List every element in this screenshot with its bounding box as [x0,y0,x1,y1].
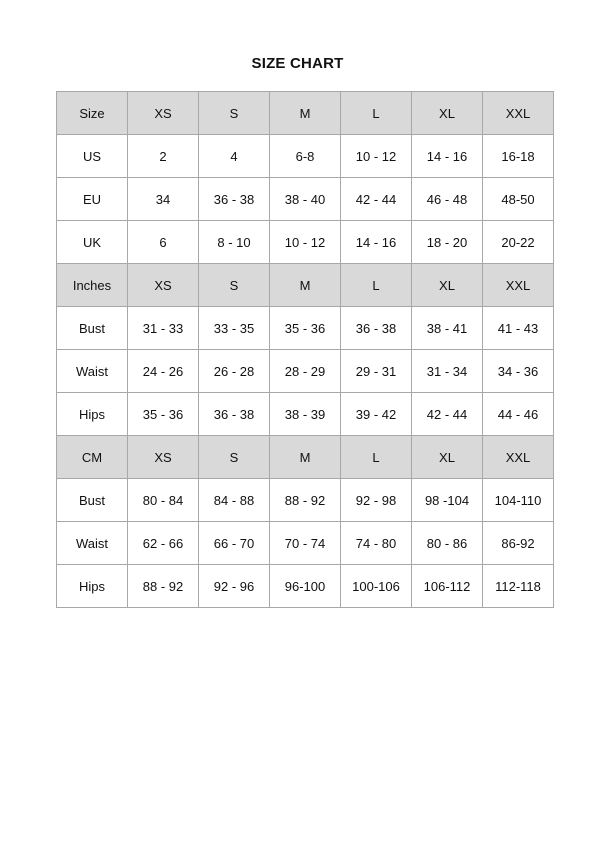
table-cell: 80 - 86 [412,522,483,565]
table-row [57,307,554,350]
header-cell: XXL [483,264,554,307]
table-row [57,522,554,565]
header-cell: M [270,264,341,307]
header-cell: XL [412,92,483,135]
table-header-row [57,92,554,135]
row-label-cell: Bust [57,307,128,350]
table-cell: 88 - 92 [128,565,199,608]
table-cell: 38 - 39 [270,393,341,436]
table-cell: 14 - 16 [412,135,483,178]
table-cell: 6-8 [270,135,341,178]
table-cell: 42 - 44 [412,393,483,436]
table-cell: 33 - 35 [199,307,270,350]
table-cell: 20-22 [483,221,554,264]
header-cell: XS [128,92,199,135]
table-cell: 112-118 [483,565,554,608]
header-cell: L [341,264,412,307]
table-row [57,178,554,221]
table-cell: 36 - 38 [199,178,270,221]
header-cell: XL [412,264,483,307]
table-cell: 100-106 [341,565,412,608]
table-cell: 26 - 28 [199,350,270,393]
table-cell: 36 - 38 [199,393,270,436]
table-cell: 106-112 [412,565,483,608]
table-cell: 88 - 92 [270,479,341,522]
table-cell: 74 - 80 [341,522,412,565]
table-cell: 46 - 48 [412,178,483,221]
header-cell: S [199,264,270,307]
table-cell: 66 - 70 [199,522,270,565]
header-cell: XS [128,436,199,479]
header-cell: CM [57,436,128,479]
table-cell: 16-18 [483,135,554,178]
header-cell: L [341,436,412,479]
header-cell: S [199,436,270,479]
table-cell: 28 - 29 [270,350,341,393]
table-row [57,479,554,522]
table-row [57,221,554,264]
table-cell: 8 - 10 [199,221,270,264]
table-row [57,350,554,393]
table-cell: 36 - 38 [341,307,412,350]
row-label-cell: Hips [57,393,128,436]
table-cell: 62 - 66 [128,522,199,565]
table-cell: 98 -104 [412,479,483,522]
table-cell: 31 - 33 [128,307,199,350]
header-cell: Size [57,92,128,135]
table-cell: 34 - 36 [483,350,554,393]
table-row [57,565,554,608]
table-cell: 104-110 [483,479,554,522]
page-title: SIZE CHART [251,55,344,72]
table-cell: 31 - 34 [412,350,483,393]
table-cell: 39 - 42 [341,393,412,436]
table-cell: 41 - 43 [483,307,554,350]
header-cell: M [270,92,341,135]
table-row [57,135,554,178]
table-cell: 35 - 36 [270,307,341,350]
header-cell: S [199,92,270,135]
table-header-row [57,436,554,479]
table-header-row [57,264,554,307]
table-cell: 92 - 98 [341,479,412,522]
row-label-cell: Bust [57,479,128,522]
table-cell: 38 - 40 [270,178,341,221]
table-cell: 14 - 16 [341,221,412,264]
table-cell: 84 - 88 [199,479,270,522]
table-cell: 10 - 12 [341,135,412,178]
size-chart-table [56,91,554,608]
header-cell: XS [128,264,199,307]
table-cell: 29 - 31 [341,350,412,393]
table-cell: 42 - 44 [341,178,412,221]
header-cell: L [341,92,412,135]
table-cell: 18 - 20 [412,221,483,264]
table-cell: 6 [128,221,199,264]
table-cell: 24 - 26 [128,350,199,393]
row-label-cell: Hips [57,565,128,608]
table-cell: 70 - 74 [270,522,341,565]
table-cell: 10 - 12 [270,221,341,264]
header-cell: XXL [483,436,554,479]
header-cell: Inches [57,264,128,307]
row-label-cell: EU [57,178,128,221]
table-cell: 48-50 [483,178,554,221]
table-cell: 4 [199,135,270,178]
table-row [57,393,554,436]
row-label-cell: US [57,135,128,178]
row-label-cell: Waist [57,350,128,393]
size-chart-body [57,92,554,608]
table-cell: 2 [128,135,199,178]
table-cell: 34 [128,178,199,221]
header-cell: XL [412,436,483,479]
row-label-cell: UK [57,221,128,264]
row-label-cell: Waist [57,522,128,565]
table-cell: 86-92 [483,522,554,565]
table-cell: 96-100 [270,565,341,608]
header-cell: XXL [483,92,554,135]
table-cell: 92 - 96 [199,565,270,608]
table-cell: 35 - 36 [128,393,199,436]
table-cell: 38 - 41 [412,307,483,350]
header-cell: M [270,436,341,479]
table-cell: 80 - 84 [128,479,199,522]
table-cell: 44 - 46 [483,393,554,436]
